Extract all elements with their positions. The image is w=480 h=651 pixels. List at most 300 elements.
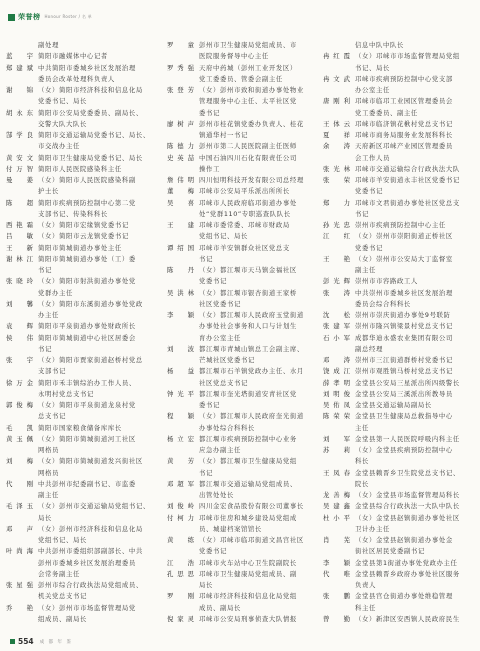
- roster-entry: [6, 299, 161, 309]
- roster-entry: [323, 186, 474, 196]
- roster-entry: [323, 175, 474, 185]
- roster-entry: [6, 490, 161, 500]
- roster-entry: [167, 141, 322, 151]
- person-name: 曾 勤: [323, 614, 350, 623]
- person-position: 组成员、副局长: [38, 614, 87, 623]
- person-position: 育办公室主任: [199, 333, 241, 342]
- person-position: 金堂县交通运输局副局长: [355, 401, 432, 409]
- person-position: 党委书记、局长: [38, 97, 87, 106]
- roster-entry: [323, 411, 474, 421]
- person-position: 书记: [355, 209, 369, 218]
- person-position: 院长: [355, 479, 369, 488]
- person-position: 卫计办主任: [355, 524, 390, 533]
- roster-entry: [6, 479, 161, 489]
- person-name: 邓 声: [6, 524, 33, 533]
- roster-entry: [323, 501, 474, 511]
- person-name: 杨 益: [167, 367, 194, 376]
- person-position: （女）都江堰市天马镇金福社区: [199, 266, 297, 274]
- person-position: （女）都江堰市人民政府奎光街道: [199, 412, 304, 421]
- roster-entry: [6, 333, 161, 343]
- roster-entry: [6, 254, 161, 264]
- roster-entry: [167, 198, 322, 208]
- roster-entry: [167, 243, 322, 253]
- person-name: 毛泽玉: [6, 502, 33, 511]
- person-position: 护士长: [38, 187, 59, 196]
- person-position: 金堂县赖晋乡卫生院党总支书记、: [355, 468, 460, 477]
- person-position: 会常务副主任: [38, 569, 80, 578]
- person-position: （女）都江堰市卫生健康局党组: [199, 457, 297, 466]
- person-position: 办主任: [38, 311, 59, 319]
- roster-entry: [6, 40, 161, 50]
- person-position: 副总经理: [355, 344, 383, 353]
- person-position: （女）简阳市东溪街道办事处党政: [38, 299, 143, 308]
- person-name: 谢林江: [6, 254, 33, 263]
- roster-entry: [323, 333, 474, 343]
- roster-entry: [6, 141, 161, 151]
- person-position: 彭州市综合行政执法局党组成员、: [38, 581, 143, 589]
- person-name: 郜学良: [6, 131, 33, 139]
- roster-entry: [167, 130, 322, 140]
- roster-entry: [167, 389, 322, 399]
- roster-entry: [167, 423, 322, 433]
- person-position: 书记、局长: [355, 63, 390, 72]
- roster-entry: [167, 546, 322, 556]
- roster-entry: [167, 119, 322, 129]
- person-name: 石小军: [323, 333, 350, 342]
- person-position: 邛崃市人民政府临邛街道办事处: [199, 198, 297, 207]
- person-position: 委书记: [199, 108, 220, 117]
- roster-entry: [323, 254, 474, 264]
- person-name: 张登芳: [167, 86, 194, 94]
- roster-entry: [323, 479, 474, 489]
- roster-entry: [6, 220, 161, 230]
- roster-entry: [323, 108, 474, 118]
- roster-entry: [167, 276, 322, 286]
- footer-marker-icon: [10, 639, 15, 644]
- roster-entry: [6, 378, 161, 388]
- person-position: 邛崃市公安局刑事侦查大队情报: [199, 614, 297, 623]
- person-name: 刘 波: [167, 344, 194, 353]
- person-name: 沈 松: [323, 311, 350, 319]
- person-position: 科长: [355, 457, 369, 466]
- roster-entry: [167, 209, 322, 219]
- roster-entry: [323, 614, 474, 624]
- person-name: 龙善梅: [323, 491, 350, 499]
- person-name: 王 新: [6, 243, 33, 252]
- person-position: （女）崇州市公安局大丁监督室: [355, 254, 453, 263]
- person-position: 副处理: [38, 41, 59, 49]
- roster-entry: [167, 490, 322, 500]
- person-name: 张星强: [6, 581, 33, 589]
- person-name: 谢 锦: [6, 86, 33, 94]
- person-position: 邛崃市委常委、邛崃市财政局: [199, 221, 290, 229]
- person-position: 网格员: [38, 446, 59, 454]
- roster-entry: [323, 209, 474, 219]
- person-name: 刘 军: [323, 434, 350, 443]
- person-position: （女）简阳市人民医院感染科副: [38, 176, 136, 184]
- page-number: 554: [18, 637, 34, 646]
- roster-entry: [323, 456, 474, 466]
- roster-entry: [323, 535, 474, 545]
- roster-entry: [323, 400, 474, 410]
- roster-entry: [323, 569, 474, 579]
- roster-entry: [6, 51, 161, 61]
- person-position: 镇通华村一书记: [199, 131, 248, 139]
- person-position: 总支书记: [38, 412, 66, 421]
- person-position: 邛崃市经济科技和信息化局党组: [199, 592, 297, 601]
- roster-entry: [167, 524, 322, 534]
- roster-entry: [167, 231, 322, 241]
- person-position: 会工作人员: [355, 153, 390, 162]
- person-name: 陈德力: [167, 142, 194, 151]
- person-position: 社区党总支书记: [199, 378, 248, 387]
- roster-entry: [167, 580, 322, 590]
- page-footer: [10, 637, 72, 646]
- person-name: 邓超军: [167, 479, 194, 488]
- roster-entry: [323, 513, 474, 523]
- book-title: 成 都 年 鉴: [39, 639, 73, 645]
- person-name: 孔思思: [167, 569, 194, 578]
- person-position: 邛崃市临济镇花楸村党总支书记: [355, 119, 453, 128]
- roster-entry: [6, 231, 161, 241]
- roster-entry: [167, 265, 322, 275]
- person-position: 书记: [38, 344, 52, 353]
- person-position: 应急办副主任: [199, 446, 241, 454]
- person-name: 罗 童: [167, 41, 194, 49]
- roster-entry: [167, 108, 322, 118]
- person-position: （女）简阳市经济科技和信息化局: [38, 86, 143, 94]
- roster-entry: [167, 310, 322, 320]
- person-position: 金堂县卫生健康局总救指导中心: [355, 412, 453, 421]
- roster-entry: [167, 175, 322, 185]
- roster-entry: [6, 366, 161, 376]
- person-position: （女）崇州市崇阳街道正桥社区: [355, 232, 453, 241]
- roster-entry: [6, 119, 161, 129]
- roster-entry: [167, 378, 322, 388]
- person-name: 郭俊梅: [6, 401, 33, 409]
- person-position: 社区党委书记: [199, 299, 241, 308]
- person-name: 王凤春: [323, 468, 350, 477]
- person-name: 江 浩: [167, 558, 194, 567]
- person-position: 机关党总支书记: [38, 592, 87, 601]
- roster-entry: [323, 524, 474, 534]
- roster-entry: [323, 344, 474, 354]
- roster-entry: [6, 535, 161, 545]
- person-name: 刘 梅: [6, 457, 33, 466]
- person-position: 芒城社区党委书记: [199, 356, 255, 364]
- roster-entry: [167, 603, 322, 613]
- person-name: 倪家灵: [167, 614, 194, 623]
- person-position: 邛崃市临邛工业园区管理委员会: [355, 97, 453, 106]
- roster-entry: [323, 355, 474, 365]
- person-position: 彭州市第二人民医院副主任医师: [199, 142, 297, 151]
- person-position: （女）邛崃市市场监督管理局党组: [355, 52, 460, 61]
- roster-entry: [323, 558, 474, 568]
- roster-entry: [6, 355, 161, 365]
- roster-entry: [323, 198, 474, 208]
- person-name: 钟光平: [167, 389, 194, 398]
- roster-entry: [167, 558, 322, 568]
- person-position: 崇州市观胜镇马桥村党总支书记: [355, 367, 453, 376]
- person-position: 邛崃市住房和城乡建设局党组成: [199, 513, 297, 522]
- roster-entry: [6, 423, 161, 433]
- person-position: 出管处处长: [199, 491, 234, 499]
- roster-entry: [167, 366, 322, 376]
- person-position: 永明村党总支书记: [38, 389, 94, 398]
- roster-entry: [323, 288, 474, 298]
- roster-entry: [167, 501, 322, 511]
- person-position: 市交战办主任: [38, 142, 80, 151]
- roster-entry: [323, 85, 474, 95]
- person-position: 简阳市平泉街道办事处财政所长: [38, 322, 136, 331]
- person-position: 崇州市三江街道群桥村党委书记: [355, 356, 453, 364]
- person-position: 党组书记、局长: [199, 232, 248, 241]
- roster-entry: [6, 85, 161, 95]
- person-position: 金堂县第一人民医院呼吸内科主任: [355, 434, 460, 443]
- roster-entry: [323, 130, 474, 140]
- roster-entry: [167, 254, 322, 264]
- roster-entry: [167, 153, 322, 163]
- roster-entry: [167, 535, 322, 545]
- person-position: 中共彭州市纪委副书记、市监委: [38, 479, 136, 488]
- roster-entry: [167, 434, 322, 444]
- person-name: 江 红: [323, 232, 350, 241]
- roster-entry: [6, 569, 161, 579]
- person-position: （女）金堂县疾病预防控制中心: [355, 446, 453, 454]
- person-position: 中共崇州市委城乡社区发展治理: [355, 288, 453, 297]
- roster-entry: [323, 119, 474, 129]
- person-position: 简阳市简城街道办事处主任: [38, 243, 122, 252]
- person-position: （女）简阳市简城街道发兴街社区: [38, 457, 143, 466]
- person-position: 处“党群110”专职巡查队队长: [199, 209, 291, 218]
- person-position: 简阳市简城街道中心社区居委会: [38, 333, 136, 342]
- person-position: 天府新区邛崃产业园区管理委员: [355, 142, 453, 151]
- person-position: （女）彭州市经济科技和信息化局: [38, 524, 143, 533]
- person-position: 邛崃市卫生健康局党组成员、副: [199, 569, 297, 578]
- person-name: 廖树声: [167, 119, 194, 128]
- person-name: 王 建: [167, 221, 194, 229]
- roster-entry: [167, 288, 322, 298]
- person-name: 罗 刚: [167, 592, 194, 601]
- roster-entry: [167, 63, 322, 73]
- person-name: 付柯力: [167, 513, 194, 522]
- person-position: （女）金堂县市场监督管理局科长: [355, 491, 460, 499]
- person-name: 乔 艳: [6, 603, 33, 612]
- person-position: 简阳市公安局党委委员、副局长、: [38, 108, 143, 117]
- roster-entry: [167, 85, 322, 95]
- roster-entry: [323, 378, 474, 388]
- person-name: 詹伟明: [167, 176, 194, 184]
- person-name: 黄玉佩: [6, 434, 33, 443]
- roster-entry: [167, 456, 322, 466]
- person-name: 代 唯: [323, 569, 350, 578]
- person-position: 邛崃市疾病预防控制中心党支部: [355, 74, 453, 83]
- person-name: 史英喆: [167, 153, 194, 162]
- person-name: 刘俊岭: [167, 502, 194, 511]
- roster-entry: [167, 51, 322, 61]
- roster-entry: [6, 209, 161, 219]
- roster-entry: [323, 490, 474, 500]
- roster-entry: [323, 445, 474, 455]
- person-position: 党委书记: [355, 243, 383, 252]
- person-name: 郑建斌: [6, 63, 33, 72]
- person-position: 党工委委员、副主任: [355, 108, 418, 117]
- roster-entry: [167, 333, 322, 343]
- roster-entry: [167, 220, 322, 230]
- person-name: 叶尚海: [6, 547, 33, 556]
- person-position: 金堂县赖晋乡政府办事处社区服务: [355, 569, 460, 578]
- roster-entry: [6, 411, 161, 421]
- roster-entry: [6, 130, 161, 140]
- person-position: 都江堰市疾病预防控制中心业务: [199, 434, 297, 443]
- person-position: 金堂县公安局三星派出所四级警长: [355, 378, 460, 387]
- person-position: 书记: [199, 254, 213, 263]
- person-position: （女）简阳市射洪街道办事处党: [38, 277, 136, 286]
- roster-entry: [323, 40, 474, 50]
- person-name: 唐刚利: [323, 97, 350, 106]
- roster-entry: [323, 276, 474, 286]
- person-position: （女）简阳市平泉街道龙泉村党: [38, 401, 136, 409]
- person-position: （女）简阳市宏缘镇党委书记: [38, 221, 129, 229]
- person-position: 中共彭州市委组织部副部长、中共: [38, 547, 143, 556]
- person-name: 张晓玲: [6, 277, 33, 286]
- person-name: 刘 馨: [6, 299, 33, 308]
- person-name: 毛 凯: [6, 423, 33, 432]
- person-position: 成都华迪永盛农业集团有限公司: [355, 333, 453, 342]
- roster-entry: [167, 513, 322, 523]
- person-position: 邛崃市文君街道办事处社区党总支: [355, 198, 460, 207]
- person-name: 郑 力: [323, 198, 350, 207]
- person-name: 孙光忠: [323, 221, 350, 229]
- roster-entry: [6, 456, 161, 466]
- roster-entry: [6, 265, 161, 275]
- roster-entry: [6, 400, 161, 410]
- person-position: 书记: [38, 266, 52, 274]
- roster-entry: [167, 479, 322, 489]
- person-name: 王 艳: [323, 254, 350, 263]
- person-name: 刘明俊: [323, 389, 350, 398]
- person-position: 医院服务督导中心主任: [199, 52, 269, 61]
- person-position: 操作工: [199, 164, 220, 173]
- person-name: 薛孝明: [323, 378, 350, 387]
- person-name: 吴建鑫: [323, 502, 350, 511]
- person-name: 袁 辉: [6, 322, 33, 331]
- roster-entry: [323, 74, 474, 84]
- person-name: 邓 涛: [323, 356, 350, 364]
- person-position: 四川恒明科技开发有限公司总经理: [199, 176, 304, 184]
- roster-entry: [323, 591, 474, 601]
- person-name: 肖 芜: [323, 536, 350, 544]
- person-name: 程 颖: [167, 412, 194, 421]
- person-position: 局长: [199, 581, 213, 589]
- person-name: 蓝 宇: [6, 52, 33, 61]
- roster-entry: [167, 569, 322, 579]
- roster-entry: [167, 400, 322, 410]
- person-name: 冉红霞: [323, 52, 350, 61]
- roster-entry: [6, 603, 161, 613]
- person-position: （女）简阳市贾家街道赵桥村党总: [38, 356, 143, 364]
- roster-entry: [323, 164, 474, 174]
- person-position: 支部书记: [38, 367, 66, 376]
- roster-entry: [6, 344, 161, 354]
- roster-entry: [323, 546, 474, 556]
- roster-entry: [6, 164, 161, 174]
- roster-entry: [167, 96, 322, 106]
- person-position: 简阳市禾丰镇综治办工作人员、: [38, 378, 136, 387]
- person-name: 饶成江: [323, 367, 350, 376]
- person-name: 张 鹏: [323, 592, 350, 601]
- person-position: 天府中药城（彭州工业开发区）: [199, 63, 297, 72]
- person-name: 陈 超: [6, 198, 33, 207]
- person-name: 吴佑凤: [323, 401, 350, 409]
- person-position: 党委书记: [199, 547, 227, 556]
- roster-entry: [323, 141, 474, 151]
- roster-entry: [6, 153, 161, 163]
- person-name: 李 颖: [323, 558, 350, 567]
- person-position: 彭州市委城乡社区发展治理委员: [38, 558, 136, 567]
- person-position: 金堂县官仓街道办事处维稳管理: [355, 592, 453, 601]
- person-position: 副主任: [38, 491, 59, 499]
- person-name: 徐万金: [6, 378, 33, 387]
- person-name: 张 宇: [6, 356, 33, 364]
- roster-entry: [167, 40, 322, 50]
- roster-entry: [323, 96, 474, 106]
- person-position: 网格员: [38, 468, 59, 477]
- section-title: 荣誉榜: [18, 13, 41, 21]
- person-name: 张 涛: [323, 288, 350, 297]
- person-name: 西艳霜: [6, 221, 33, 229]
- person-name: 谭绍国: [167, 243, 194, 252]
- person-position: 局长: [38, 513, 52, 522]
- person-name: 吕 敏: [6, 232, 33, 241]
- person-name: 杨立宏: [167, 434, 194, 443]
- person-name: 苏 莉: [323, 446, 350, 454]
- person-name: 李 颖: [167, 311, 194, 319]
- person-name: 吴洪林: [167, 288, 194, 297]
- roster-entry: [323, 63, 474, 73]
- roster-entry: [323, 243, 474, 253]
- person-position: 简阳市人民医院感染科主任: [38, 164, 122, 173]
- roster-entry: [167, 591, 322, 601]
- person-position: （女）都江堰市人民政府玉堂街道: [199, 311, 304, 319]
- person-name: 张光林: [323, 164, 350, 173]
- person-position: 管理服务中心主任、太平社区党: [199, 97, 297, 106]
- person-position: 街社区居民党委副书记: [355, 547, 425, 556]
- roster-columns: [6, 40, 474, 625]
- person-position: 四川金宏食品股份有限公司董事长: [199, 502, 304, 511]
- person-position: 简阳市简城街道办事处（工）委: [38, 254, 136, 263]
- roster-entry: [323, 231, 474, 241]
- person-position: 副主任: [355, 266, 376, 274]
- roster-entry: [323, 580, 474, 590]
- person-name: 余 涛: [323, 142, 350, 151]
- roster-entry: [323, 153, 474, 163]
- person-name: 黄 芳: [167, 457, 194, 466]
- roster-entry: [6, 580, 161, 590]
- roster-entry: [323, 299, 474, 309]
- person-position: 主任: [355, 423, 369, 432]
- header-marker-icon: [8, 14, 15, 21]
- person-position: 邛崃市羊安街道永丰社区党委书记: [355, 176, 460, 184]
- person-position: 员、城建档案馆馆长: [199, 524, 262, 533]
- roster-entry: [167, 321, 322, 331]
- person-position: 金堂县公安局三溪派出所教导员: [355, 389, 453, 398]
- person-position: 简阳市卫生健康局党委书记、局长: [38, 153, 143, 162]
- person-name: 罗秀强: [167, 63, 194, 72]
- roster-entry: [323, 51, 474, 61]
- person-position: （女）简阳市简城街道河工社区: [38, 434, 136, 443]
- roster-entry: [167, 164, 322, 174]
